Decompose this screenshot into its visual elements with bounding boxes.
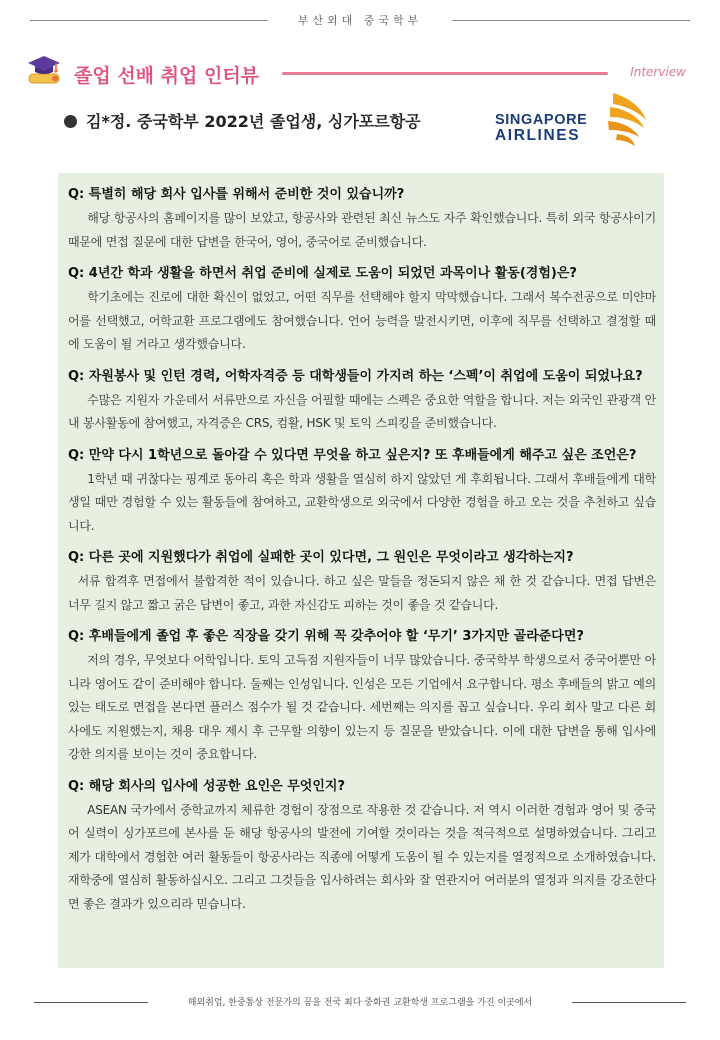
interviewee-line [64, 108, 484, 138]
interviewee-text: 김*정. 중국학부 2022년 졸업생, 싱가포르항공 [86, 112, 421, 131]
question: Q: 다른 곳에 지원했다가 취업에 실패한 곳이 있다면, 그 원인은 무엇이라고 생각하는지? [68, 550, 574, 565]
page-footer [34, 993, 686, 1013]
header-text: 부산외대 중국학부 [297, 14, 423, 27]
question: Q: 해당 회사의 입사에 성공한 요인은 무엇인지? [68, 778, 345, 794]
qa-content-box [58, 173, 664, 968]
question: Q: 4년간 학과 생활을 하면서 취업 준비에 실제로 도움이 되었던 과목이나 활동(경험)은? [68, 266, 577, 281]
answer: ASEAN 국가에서 중학교까지 체류한 경험이 장점으로 작용한 것 같습니다. 저 역시 이러한 경험과 영어 및 중국어 실력이 싱가포르에 본사를 둔 해당 항공사의 발전에 기여할 것이라는 것을 적극적으로 설명하였습니다. 그리고 제가 대학에서 경험한 여러 활동들이 항공사라는 직종에 어떻게 도움이 될 수 있는지를 열정적으로 소개하였습니다. 재학중에 열심히 활동하십시오. 그리고 그것들을 입사하려는 회사와 잘 연관지어 여러분의 열정과 의지를 강조한다면 좋은 결과가 있으리라 믿습니다. [68, 802, 656, 911]
logo-line-1: SINGAPORE [495, 112, 588, 128]
question: Q: 후배들에게 졸업 후 좋은 직장을 갖기 위해 꼭 갖추어야 할 ‘무기’ 3가지만 골라준다면? [68, 629, 584, 644]
logo-line-2: AIRLINES [495, 127, 581, 144]
question: Q: 만약 다시 1학년으로 돌아갈 수 있다면 무엇을 하고 싶은지? 또 후배들에게 해주고 싶은 조언은? [68, 447, 637, 463]
qa-item [68, 183, 656, 254]
footer-text: 해외취업, 한중통상 전문가의 꿈을 전국 최다 중화권 교환학생 프로그램을 가진 이곳에서 [187, 998, 533, 1008]
answer: 저의 경우, 무엇보다 어학입니다. 토익 고득점 지원자들이 너무 많았습니다. 중국학부 학생으로서 중국어뿐만 아니라 영어도 같이 준비해야 합니다. 둘째는 인성입니다. 인성은 모든 기업에서 요구합니다. 평소 후배들의 밝고 예의 있는 태도로 면접을 본다면 플러스 점수가 될 것 같습니다. 세번째는 의지를 꼽고 싶습니다. 우리 회사 말고 다른 회사에도 지원했는지, 채용 대우 제시 후 근무할 의향이 있는지 등 질문을 받았습니다. 이에 대한 답변을 통해 입사에 강한 의지를 보이는 것이 중요합니다. [68, 653, 656, 761]
bullet-icon [64, 115, 77, 128]
qa-item [68, 262, 656, 357]
qa-item [68, 444, 656, 539]
qa-item [68, 625, 656, 767]
qa-item [68, 365, 656, 436]
interview-label: Interview [630, 65, 686, 79]
answer: 1학년 때 귀찮다는 핑계로 동아리 혹은 학과 생활을 열심히 하지 않았던 게 후회됩니다. 그래서 후배들에게 대학생일 때만 경험할 수 있는 활동들에 참여하고, 교환학생으로 외국에서 다양한 경험을 하고 오는 것을 추천하고 싶습니다. [68, 471, 656, 533]
answer: 해당 항공사의 홈페이지를 많이 보았고, 항공사와 관련된 최신 뉴스도 자주 확인했습니다. 특히 외국 항공사이기 때문에 면접 질문에 대한 답변을 한국어, 영어, 중국어로 준비했습니다. [68, 211, 656, 249]
answer: 수많은 지원자 가운데서 서류만으로 자신을 어필할 때에는 스펙은 중요한 역할을 합니다. 저는 외국인 관광객 안내 봉사활동에 참여했고, 자격증은 CRS, 컴활, HSK 및 토익 스피킹을 준비했습니다. [68, 392, 656, 430]
answer: 학기초에는 진로에 대한 확신이 없었고, 어떤 직무를 선택해야 할지 막막했습니다. 그래서 복수전공으로 미얀마어를 선택했고, 어학교환 프로그램에도 참여했습니다. 언어 능력을 발전시키면, 이후에 직무를 선택하고 결정할 때에 도움이 될 거라고 생각했습니다. [68, 290, 656, 351]
singapore-airlines-logo [495, 90, 655, 150]
header-divider-right [452, 20, 690, 21]
logo-wordmark [495, 112, 587, 144]
section-title: 졸업 선배 취업 인터뷰 [74, 65, 260, 87]
qa-item [68, 546, 656, 617]
title-underline [282, 72, 608, 75]
question: Q: 자원봉사 및 인턴 경력, 어학자격증 등 대학생들이 가지려 하는 ‘스펙’이 취업에 도움이 되었나요? [68, 368, 643, 384]
answer: 서류 합격후 면접에서 불합격한 적이 있습니다. 하고 싶은 말들을 정돈되지 않은 채 한 것 같습니다. 면접 답변은 너무 길지 않고 짧고 굵은 답변이 좋고, 과한 자신감도 피하는 것이 좋을 것 같습니다. [68, 574, 656, 612]
bird-logo-icon [605, 90, 651, 148]
footer-divider-right [572, 1002, 686, 1003]
graduation-cap-icon [26, 50, 62, 86]
page-header [30, 10, 690, 30]
question: Q: 특별히 해당 회사 입사를 위해서 준비한 것이 있습니까? [68, 187, 405, 202]
qa-item [68, 775, 656, 917]
